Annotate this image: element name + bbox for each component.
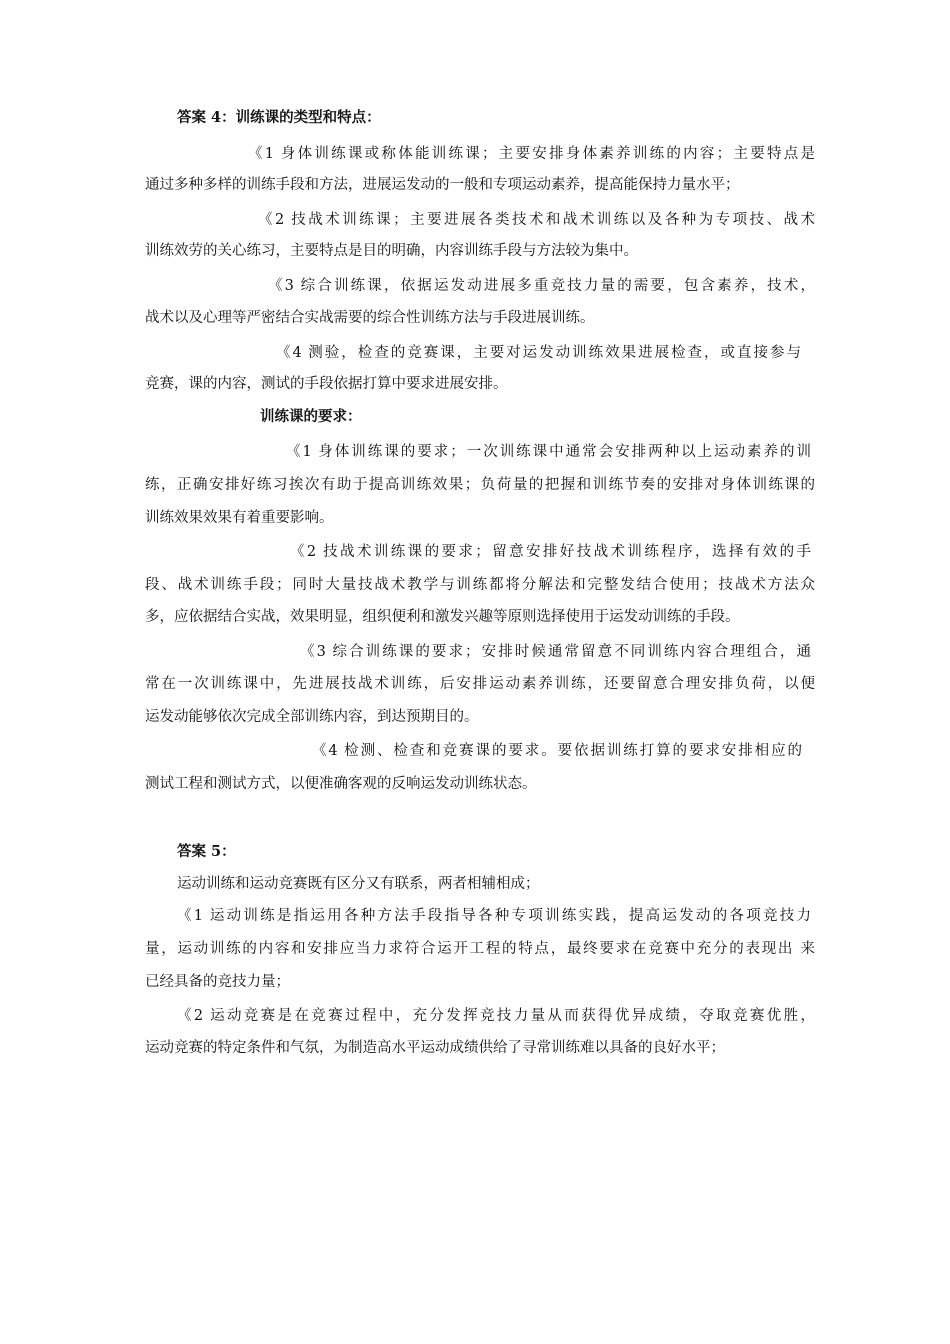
answer5-item1-line2: 量，运动训练的内容和安排应当力求符合运开工程的特点，最终要求在竞赛中充分的表现出 来 xyxy=(145,941,815,957)
requirement1-line2: 练，正确安排好练习挨次有助于提高训练效果；负荷量的把握和训练节奏的安排对身体训练课的 xyxy=(145,477,815,493)
answer4-item1-line1: 《1 身体训练课或称体能训练课；主要安排身体素养训练的内容；主要特点是 xyxy=(248,146,815,162)
requirement1-line3: 训练效果效果有着重要影响。 xyxy=(145,510,334,526)
requirement2-line2: 段、战术训练手段；同时大量技战术教学与训练都将分解法和完整发结合使用；技战术方法众 xyxy=(145,577,815,593)
answer5-item1-line3: 已经具备的竞技力量； xyxy=(145,974,290,990)
answer5-item2-line1: 《2 运动竞赛是在竞赛过程中，充分发挥竞技力量从而获得优异成绩，夺取竞赛优胜， xyxy=(177,1008,815,1024)
answer4-item3-line2: 战术以及心理等严密结合实战需要的综合性训练方法与手段进展训练。 xyxy=(145,310,595,326)
requirement3-line3: 运发动能够依次完成全部训练内容，到达预期目的。 xyxy=(145,709,479,725)
answer4-item3-line1: 《3 综合训练课，依据运发动进展多重竞技力量的需要，包含素养，技术， xyxy=(268,278,815,294)
answer5-heading: 答案 5： xyxy=(177,843,236,860)
requirement4-line1: 《4 检测、检查和竞赛课的要求。要依据训练打算的要求安排相应的 xyxy=(312,743,802,759)
answer5-intro: 运动训练和运动竞赛既有区分又有联系，两者相辅相成； xyxy=(177,876,540,892)
requirement2-line1: 《2 技战术训练课的要求；留意安排好技战术训练程序，选择有效的手 xyxy=(290,544,811,560)
answer5-item1-line1: 《1 运动训练是指运用各种方法手段指导各种专项训练实践，提高运发动的各项竞技力 xyxy=(177,908,811,924)
requirement3-line1: 《3 综合训练课的要求；安排时候通常留意不同训练内容合理组合，通 xyxy=(300,644,811,660)
requirements-heading: 训练课的要求： xyxy=(260,408,362,425)
answer4-item4-line1: 《4 测验，检查的竞赛课，主要对运发动训练效果进展检查，或直接参与 xyxy=(276,345,801,361)
answer4-item4-line2: 竞赛，课的内容，测试的手段依据打算中要求进展安排。 xyxy=(145,376,508,392)
requirement4-line2: 测试工程和测试方式，以便准确客观的反响运发动训练状态。 xyxy=(145,776,537,792)
answer4-item2-line1: 《2 技战术训练课；主要进展各类技术和战术训练以及各种为专项技、战术 xyxy=(258,212,815,228)
answer4-item1-line2: 通过多种多样的训练手段和方法，进展运发动的一般和专项运动素养，提高能保持力量水平； xyxy=(145,177,740,193)
requirement3-line2: 常在一次训练课中，先进展技战术训练，后安排运动素养训练，还要留意合理安排负荷，以便 xyxy=(145,676,815,692)
answer4-heading: 答案 4：训练课的类型和特点： xyxy=(177,109,381,126)
answer4-item2-line2: 训练效劳的关心练习，主要特点是目的明确，内容训练手段与方法较为集中。 xyxy=(145,243,638,259)
requirement1-line1: 《1 身体训练课的要求；一次训练课中通常会安排两种以上运动素养的训 xyxy=(286,444,811,460)
requirement2-line3: 多，应依据结合实战，效果明显，组织便利和激发兴趣等原则选择使用于运发动训练的手段。 xyxy=(145,609,740,625)
answer5-item2-line2: 运动竞赛的特定条件和气氛，为制造高水平运动成绩供给了寻常训练难以具备的良好水平； xyxy=(145,1040,725,1056)
